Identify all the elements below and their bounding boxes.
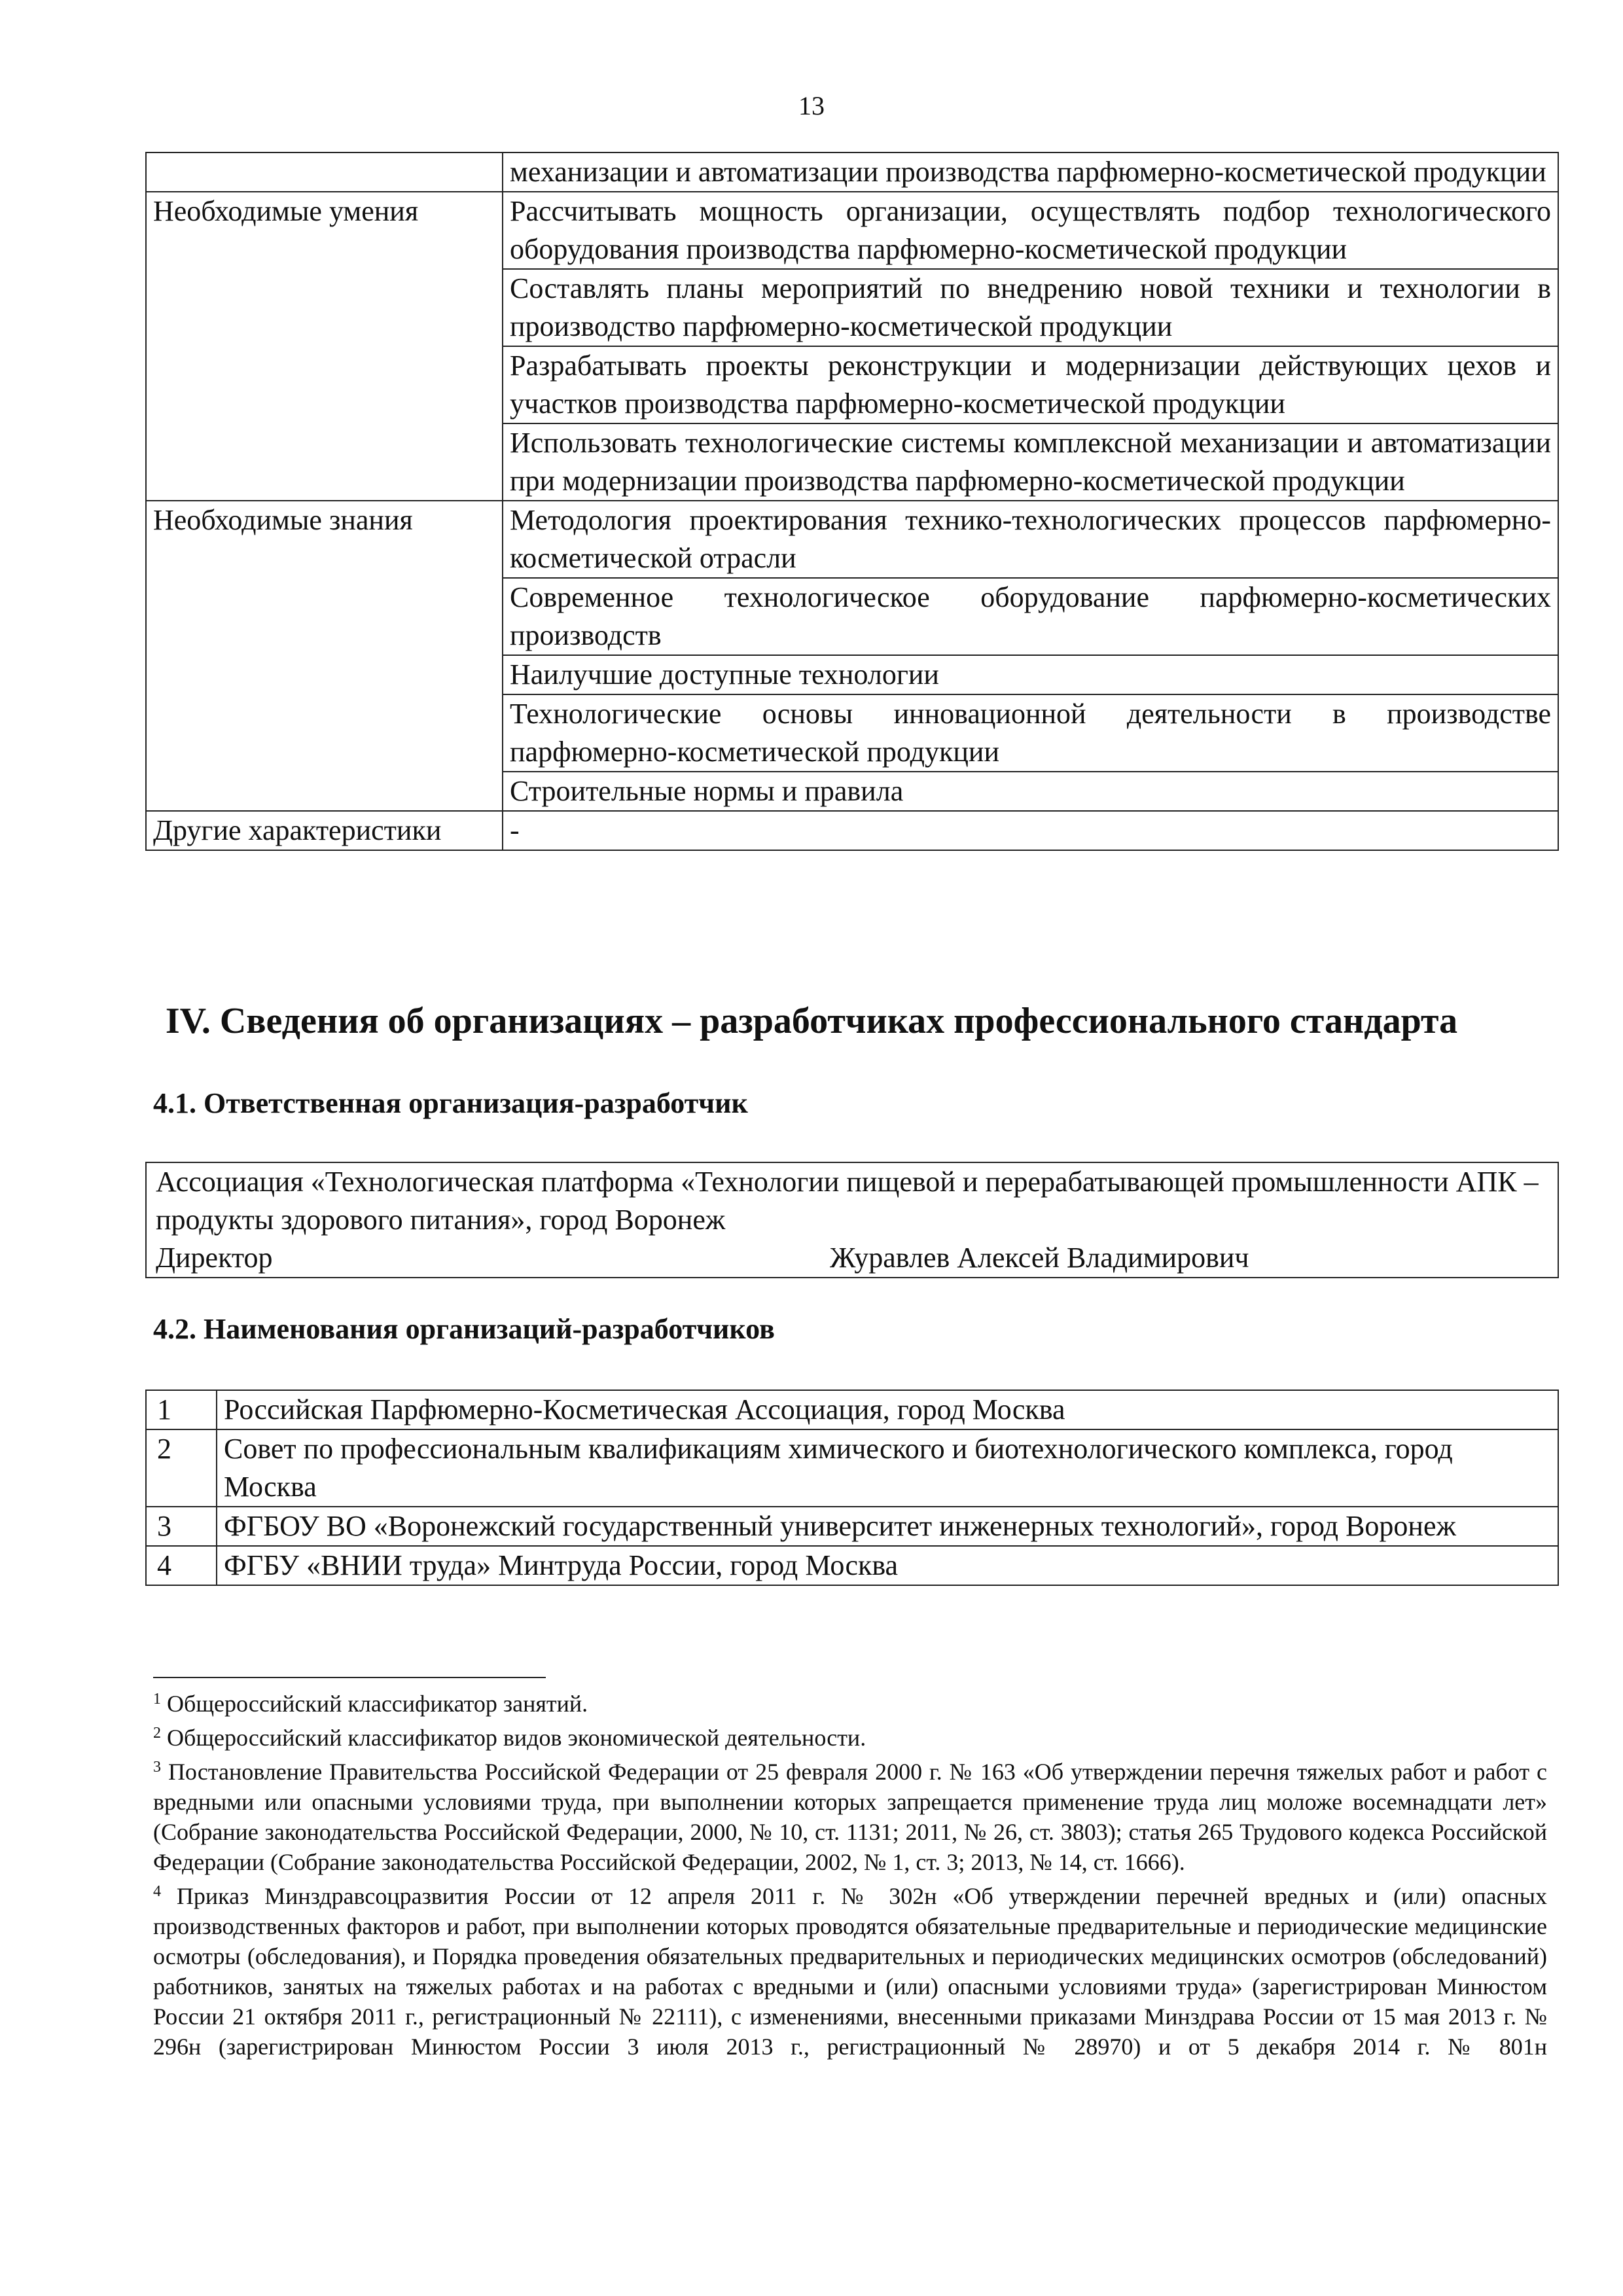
footnote-mark: 1 <box>153 1691 161 1708</box>
skill-item: Составлять планы мероприятий по внедрению новой техники и технологии в производство парфюмерно-косметической продукции <box>503 269 1558 346</box>
organization-name: ФГБОУ ВО «Воронежский государственный университет инженерных технологий», город Воронеж <box>217 1507 1558 1546</box>
footnote-mark: 3 <box>153 1759 161 1776</box>
director-name: Журавлев Алексей Владимирович <box>830 1242 1249 1274</box>
table-row <box>146 346 1558 423</box>
table-row <box>146 1162 1558 1278</box>
footnotes <box>153 1689 1547 2066</box>
table-row <box>146 1546 1558 1585</box>
skill-item: Использовать технологические системы комплексной механизации и автоматизации при модернизации производства парфюмерно-косметической продукции <box>503 423 1558 501</box>
footnote-text: Общероссийский классификатор занятий. <box>167 1691 588 1717</box>
footnote-text: Общероссийский классификатор видов экономической деятельности. <box>167 1725 866 1751</box>
qualifications-table <box>145 152 1559 851</box>
developers-table <box>145 1390 1559 1586</box>
knowledge-item: Наилучшие доступные технологии <box>503 655 1558 694</box>
knowledge-item: Современное технологическое оборудование парфюмерно-косметических производств <box>503 578 1558 655</box>
table-row <box>146 269 1558 346</box>
director-row <box>156 1239 1548 1277</box>
knowledge-label: Необходимые знания <box>146 501 503 578</box>
knowledge-item: Методология проектирования технико-технологических процессов парфюмерно-косметической отрасли <box>503 501 1558 578</box>
row-number: 4 <box>146 1546 217 1585</box>
table-row <box>146 578 1558 655</box>
director-role: Директор <box>156 1242 273 1274</box>
footnote-text: Постановление Правительства Российской Федерации от 25 февраля 2000 г. № 163 «Об утверждении перечня тяжелых работ и работ с вредными или опасными условиями труда, при выполнении которых запрещается применение труда лиц моложе восемнадцати лет» (Собрание законодательства Российской Федерации, 2000, № 10, ст. 1131; 2011, № 26, ст. 3803); статья 265 Трудового кодекса Российской Федерации (Собрание законодательства Российской Федерации, 2002, № 1, ст. 3; 2013, № 14, ст. 1666). <box>153 1759 1548 1875</box>
table-row <box>146 694 1558 772</box>
responsible-heading: 4.1. Ответственная организация-разработчик <box>153 1087 748 1119</box>
footnote-mark: 2 <box>153 1725 161 1742</box>
section-title: IV. Сведения об организациях – разработчиках профессионального стандарта <box>165 1001 1458 1041</box>
responsible-organization <box>146 1162 1558 1278</box>
footnote <box>153 1689 1547 1719</box>
organization-name: Совет по профессиональным квалификациям химического и биотехнологического комплекса, город Москва <box>217 1429 1558 1507</box>
table-row <box>146 423 1558 501</box>
footnote <box>153 1757 1547 1877</box>
table-row <box>146 772 1558 811</box>
organization-name: ФГБУ «ВНИИ труда» Минтруда России, город Москва <box>217 1546 1558 1585</box>
organization-name: Ассоциация «Технологическая платформа «Технологии пищевой и перерабатывающей промышленности АПК – продукты здорового питания», город Воронеж <box>156 1166 1539 1236</box>
knowledge-item: Технологические основы инновационной деятельности в производстве парфюмерно-косметической продукции <box>503 694 1558 772</box>
knowledge-item: Строительные нормы и правила <box>503 772 1558 811</box>
skills-label: Необходимые умения <box>146 192 503 269</box>
table-row <box>146 1507 1558 1546</box>
responsible-org-table <box>145 1162 1559 1278</box>
table-row <box>146 192 1558 269</box>
row-number: 1 <box>146 1390 217 1429</box>
developers-heading: 4.2. Наименования организаций-разработчиков <box>153 1313 775 1345</box>
footnote <box>153 1881 1547 2062</box>
skill-item: Рассчитывать мощность организации, осуществлять подбор технологического оборудования производства парфюмерно-косметической продукции <box>503 192 1558 269</box>
table-row <box>146 811 1558 850</box>
footnote <box>153 1723 1547 1753</box>
table-cell: механизации и автоматизации производства парфюмерно-косметической продукции <box>503 152 1558 192</box>
other-label: Другие характеристики <box>146 811 503 850</box>
table-row <box>146 1429 1558 1507</box>
page-number: 13 <box>798 91 825 120</box>
row-number: 2 <box>146 1429 217 1507</box>
table-row <box>146 501 1558 578</box>
footnote-text: Приказ Минздравсоцразвития России от 12 апреля 2011 г. № 302н «Об утверждении перечней вредных и (или) опасных производственных факторов и работ, при выполнении которых проводятся обязательные предварительные и периодические медицинские осмотры (обследования), и Порядка проведения обязательных предварительных и периодических медицинских осмотров (обследований) работников, занятых на тяжелых работах и на работах с вредными и (или) опасными условиями труда» (зарегистрирован Минюстом России 21 октября 2011 г., регистрационный № 22111), с изменениями, внесенными приказами Минздрава России от 15 мая 2013 г. № 296н (зарегистрирован Минюстом России 3 июля 2013 г., регистрационный № 28970) и от 5 декабря 2014 г. № 801н <box>153 1883 1547 2060</box>
footnote-mark: 4 <box>153 1883 161 1900</box>
footnote-divider <box>153 1677 546 1678</box>
empty-label-cell <box>146 152 503 192</box>
row-number: 3 <box>146 1507 217 1546</box>
other-value: - <box>503 811 1558 850</box>
table-row <box>146 152 1558 192</box>
table-row <box>146 655 1558 694</box>
table-row <box>146 1390 1558 1429</box>
organization-name: Российская Парфюмерно-Косметическая Ассоциация, город Москва <box>217 1390 1558 1429</box>
skill-item: Разрабатывать проекты реконструкции и модернизации действующих цехов и участков производства парфюмерно-косметической продукции <box>503 346 1558 423</box>
